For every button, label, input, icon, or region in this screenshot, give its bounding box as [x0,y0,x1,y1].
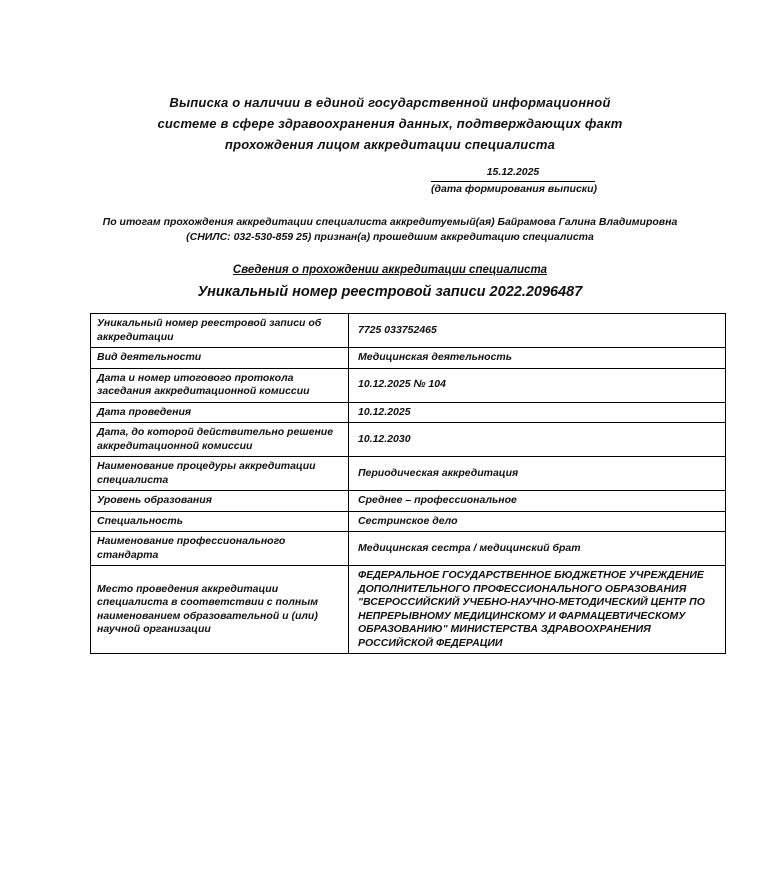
extract-date-block [431,166,598,196]
row-label-protocol: Дата и номер итогового протокола заседания аккредитационной комиссии [91,368,349,402]
extract-date: 15.12.2025 [431,166,595,182]
document-title-line: системе в сфере здравоохранения данных, подтверждающих факт [157,116,623,131]
row-label-specialty: Специальность [91,511,349,532]
row-label-accreditation-place: Место проведения аккредитации специалиста в соответствии с полным наименованием образовательной и (или) научной организации [91,566,349,654]
document-title-line: прохождения лицом аккредитации специалиста [224,137,556,152]
row-value-accreditation-place: ФЕДЕРАЛЬНОЕ ГОСУДАРСТВЕННОЕ БЮДЖЕТНОЕ УЧРЕЖДЕНИЕ ДОПОЛНИТЕЛЬНОГО ПРОФЕССИОНАЛЬНОГО ОБРАЗОВАНИЯ "ВСЕРОССИЙСКИЙ УЧЕБНО-НАУЧНО-МЕТОДИЧЕСКИЙ ЦЕНТР ПО НЕПРЕРЫВНОМУ МЕДИЦИНСКОМУ И ФАРМАЦЕВТИЧЕСКОМУ ОБРАЗОВАНИЮ" МИНИСТЕРСТВА ЗДРАВООХРАНЕНИЯ РОССИЙСКОЙ ФЕДЕРАЦИИ [349,566,726,654]
row-label-conduct-date: Дата проведения [91,402,349,423]
row-label-education-level: Уровень образования [91,491,349,512]
row-value-activity-type: Медицинская деятельность [349,348,726,369]
row-value-professional-standard: Медицинская сестра / медицинский брат [349,532,726,566]
table-row [91,457,726,491]
document-title-line: Выписка о наличии в единой государственной информационной [169,95,611,110]
row-label-activity-type: Вид деятельности [91,348,349,369]
section-heading: Сведения о прохождении аккредитации специалиста [232,264,548,276]
extract-date-caption: (дата формирования выписки) [431,183,598,195]
row-value-valid-until: 10.12.2030 [349,423,726,457]
intro-line: 032-530-859 25) признан(а) прошедшим аккредитацию специалиста [233,231,594,243]
row-label-professional-standard: Наименование профессионального стандарта [91,532,349,566]
table-row [91,532,726,566]
row-label-procedure-name: Наименование процедуры аккредитации специалиста [91,457,349,491]
row-label-valid-until: Дата, до которой действительно решение аккредитационной комиссии [91,423,349,457]
table-row [91,314,726,348]
table-row [91,348,726,369]
table-row [91,511,726,532]
row-label-registry-number: Уникальный номер реестровой записи об аккредитации [91,314,349,348]
intro-line: По итогам прохождения аккредитации специалиста аккредитуемый(ая) Байрамова Галина Владимировна (СНИЛС: [102,216,678,243]
registry-number-heading: Уникальный номер реестровой записи 2022.2096487 [197,284,583,300]
table-row [91,368,726,402]
row-value-specialty: Сестринское дело [349,511,726,532]
row-value-registry-number: 7725 033752465 [349,314,726,348]
accreditation-table [90,313,726,654]
table-row [91,423,726,457]
row-value-procedure-name: Периодическая аккредитация [349,457,726,491]
table-row [91,491,726,512]
table-row [91,566,726,654]
row-value-education-level: Среднее – профессиональное [349,491,726,512]
row-value-conduct-date: 10.12.2025 [349,402,726,423]
document-title [0,92,780,155]
row-value-protocol: 10.12.2025 № 104 [349,368,726,402]
intro-paragraph [80,215,700,245]
table-row [91,402,726,423]
